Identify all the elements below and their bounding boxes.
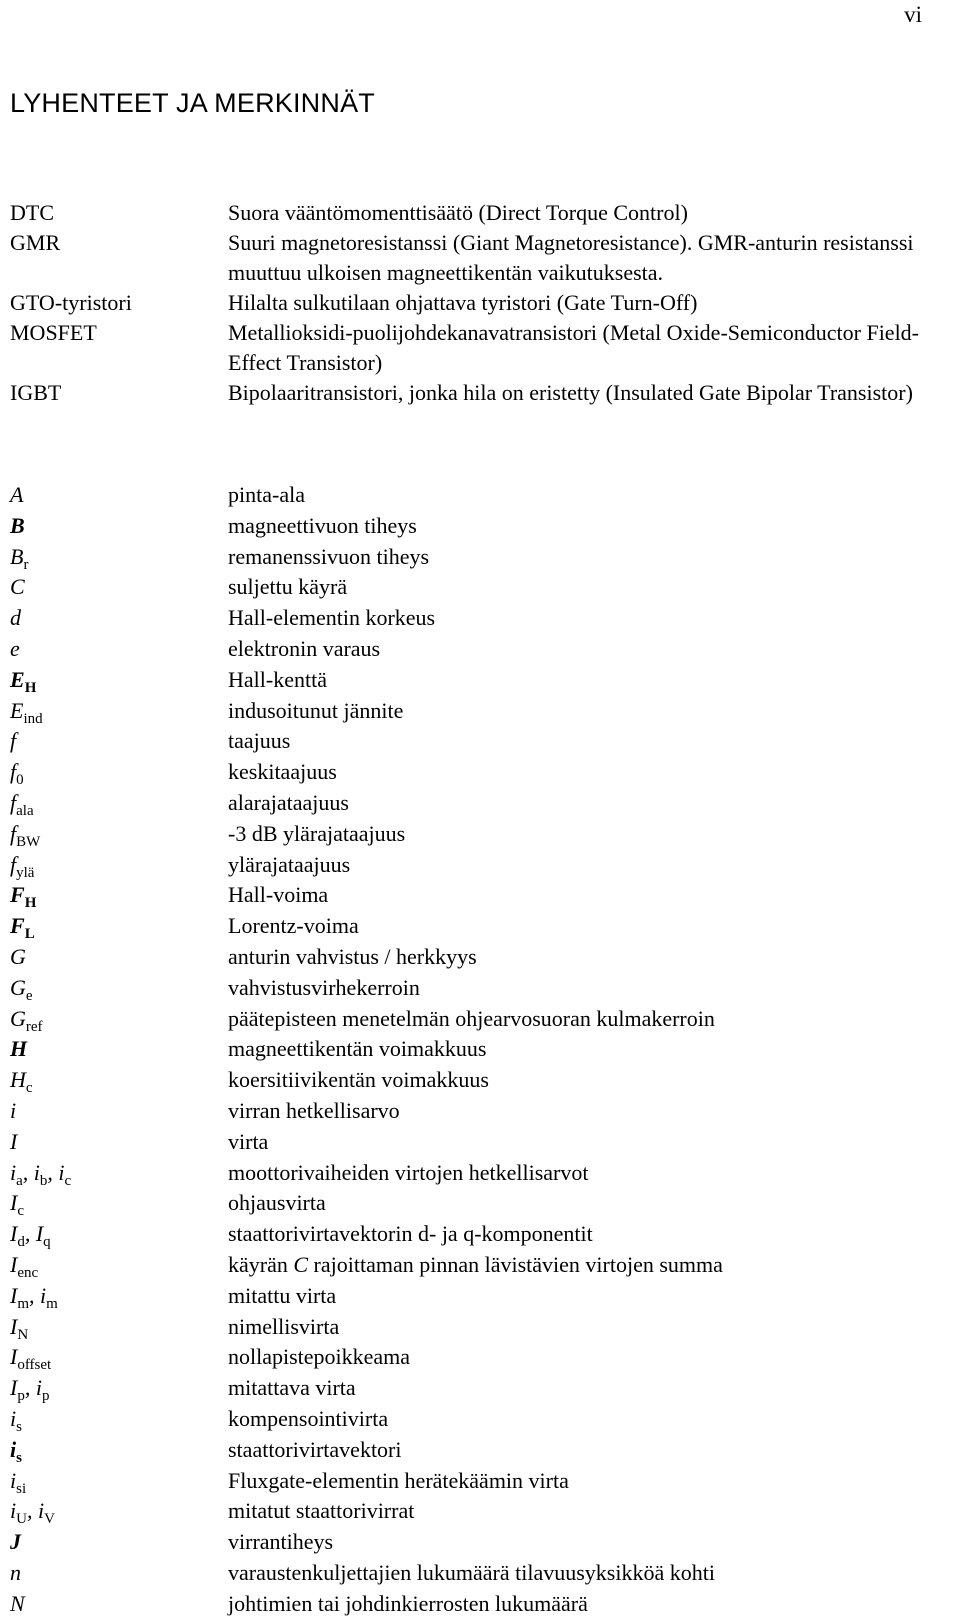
symbol-subscript: s <box>16 1449 22 1466</box>
symbol-row <box>10 1496 940 1527</box>
symbol-term <box>10 1527 228 1558</box>
symbol-subscript: c <box>25 1080 33 1097</box>
symbol-definition: virrantiheys <box>228 1529 334 1555</box>
symbol-term <box>10 542 228 573</box>
symbol-base: H <box>10 1036 28 1062</box>
abbreviation-definition: Suuri magnetoresistanssi (Giant Magnetoresistance). GMR-anturin resistanssi muuttuu ulkoisen magneettikentän vaikutuksesta. <box>228 230 914 285</box>
symbol-row <box>10 788 940 819</box>
symbol-definition: remanenssivuon tiheys <box>228 543 430 569</box>
symbol-row <box>10 511 940 542</box>
symbol-row <box>10 1527 940 1558</box>
symbol-term <box>10 1589 228 1620</box>
symbol-definition: nimellisvirta <box>228 1313 340 1339</box>
symbol-definition: ylärajataajuus <box>228 851 351 877</box>
symbol-term <box>10 480 228 511</box>
abbreviation-row <box>10 228 940 288</box>
symbol-subscript: ref <box>25 1018 43 1035</box>
abbreviation-list <box>10 198 940 408</box>
symbol-row <box>10 1065 940 1096</box>
definition-text: rajoittaman pinnan lävistävien virtojen summa <box>308 1251 723 1277</box>
symbol-definition: Hall-elementin korkeus <box>228 605 436 631</box>
symbol-subscript: r <box>23 556 29 573</box>
symbol-definition <box>228 1250 940 1281</box>
symbol-base: B <box>10 543 24 569</box>
page-title: LYHENTEET JA MERKINNÄT <box>10 88 375 118</box>
symbol-term <box>10 1004 228 1035</box>
symbol-definition: -3 dB ylärajataajuus <box>228 820 406 846</box>
symbol-term <box>10 788 228 819</box>
symbol-term <box>10 942 228 973</box>
symbol-term <box>10 634 228 665</box>
symbol-definition: johtimien tai johdinkierrosten lukumäärä <box>228 1590 588 1616</box>
symbol-subscript: d <box>17 1234 25 1251</box>
symbol-base: f <box>10 728 17 754</box>
symbol-subscript: q <box>43 1234 51 1251</box>
symbol-row <box>10 911 940 942</box>
symbol-term <box>10 572 228 603</box>
symbol-subscript: p <box>41 1388 50 1405</box>
symbol-base: I <box>10 1251 18 1277</box>
symbol-base: e <box>10 635 20 661</box>
symbol-base: C <box>10 574 25 600</box>
symbol-term <box>10 911 228 942</box>
symbol-base: A <box>10 482 24 507</box>
symbol-base: G <box>10 943 26 969</box>
symbol-definition: staattorivirtavektorin d- ja q-komponentit <box>228 1221 593 1247</box>
symbol-row <box>10 1034 940 1065</box>
symbol-term <box>10 665 228 696</box>
symbol-term <box>10 696 228 727</box>
definition-symbol: C <box>293 1251 309 1277</box>
symbol-subscript: L <box>24 926 35 943</box>
symbol-term <box>10 511 228 542</box>
symbol-base: i <box>40 1282 47 1308</box>
symbol-base: i <box>10 1467 17 1493</box>
symbol-term <box>10 1096 228 1127</box>
symbol-subscript: b <box>39 1172 48 1189</box>
symbol-term <box>10 1558 228 1589</box>
abbreviation-term: IGBT <box>10 380 62 405</box>
symbol-term <box>10 1127 228 1158</box>
symbol-row <box>10 850 940 881</box>
symbol-row <box>10 942 940 973</box>
symbol-base: i <box>10 1159 17 1185</box>
symbol-definition: moottorivaiheiden virtojen hetkellisarvot <box>228 1159 589 1185</box>
symbol-base: I <box>10 1190 18 1216</box>
symbol-row <box>10 1127 940 1158</box>
symbol-subscript: ylä <box>16 864 35 881</box>
symbol-definition: indusoitunut jännite <box>228 697 404 723</box>
abbreviation-row <box>10 288 940 318</box>
symbol-row <box>10 1250 940 1281</box>
abbreviation-row <box>10 318 940 378</box>
symbol-subscript: H <box>24 679 37 696</box>
symbol-definition: Lorentz-voima <box>228 913 359 939</box>
symbol-row <box>10 603 940 634</box>
symbol-definition: vahvistusvirhekerroin <box>228 974 420 1000</box>
abbreviation-definition: Hilalta sulkutilaan ohjattava tyristori (Gate Turn-Off) <box>228 290 698 315</box>
symbol-definition: päätepisteen menetelmän ohjearvosuoran kulmakerroin <box>228 1005 715 1031</box>
abbreviation-row <box>10 378 940 408</box>
symbol-subscript: m <box>17 1295 29 1312</box>
symbol-term <box>10 1034 228 1065</box>
symbol-term <box>10 1312 228 1343</box>
symbol-definition: varaustenkuljettajien lukumäärä tilavuusyksikköä kohti <box>228 1559 715 1585</box>
symbol-base: I <box>10 1344 18 1370</box>
symbol-row <box>10 696 940 727</box>
symbol-row <box>10 1558 940 1589</box>
symbol-row <box>10 880 940 911</box>
symbol-base: F <box>10 882 25 908</box>
symbol-base: f <box>10 759 17 785</box>
symbol-base: I <box>10 1128 18 1154</box>
symbol-definition: magneettivuon tiheys <box>228 512 417 538</box>
symbol-subscript: s <box>16 1418 22 1435</box>
symbol-definition: ohjausvirta <box>228 1190 326 1216</box>
symbol-definition: elektronin varaus <box>228 635 381 661</box>
symbol-term <box>10 1065 228 1096</box>
abbreviation-term: DTC <box>10 200 54 225</box>
symbol-definition: Hall-voima <box>228 882 329 908</box>
symbol-base: I <box>10 1313 18 1339</box>
symbol-base: F <box>10 913 25 939</box>
abbreviation-row <box>10 198 940 228</box>
symbol-subscript: e <box>25 987 33 1004</box>
symbol-subscript: BW <box>16 833 41 850</box>
symbol-base: I <box>10 1282 18 1308</box>
symbol-subscript: offset <box>17 1357 52 1374</box>
symbol-row <box>10 973 940 1004</box>
symbol-definition: alarajataajuus <box>228 789 349 815</box>
abbreviation-term: GTO-tyristori <box>10 290 132 315</box>
symbol-term <box>10 1188 228 1219</box>
definition-text: käyrän <box>228 1251 294 1277</box>
symbol-term: $I_d$, $I_q$ <box>10 1221 51 1251</box>
symbol-term <box>10 603 228 634</box>
symbol-definition: pinta-ala <box>228 482 305 507</box>
symbol-subscript: H <box>24 895 37 912</box>
symbol-term <box>10 1404 228 1435</box>
symbol-subscript: N <box>17 1326 29 1343</box>
symbol-term <box>10 1250 228 1281</box>
symbol-base: i <box>10 1405 17 1431</box>
symbol-definition: taajuus <box>228 728 291 754</box>
symbol-definition: keskitaajuus <box>228 759 337 785</box>
symbol-definition: virta <box>228 1128 269 1154</box>
symbol-subscript: p <box>17 1388 25 1405</box>
symbol-term <box>10 1435 228 1466</box>
symbol-base: I <box>10 1221 18 1247</box>
symbol-term <box>10 973 228 1004</box>
symbol-base: i <box>10 1498 17 1524</box>
symbol-base: i <box>35 1375 42 1401</box>
symbol-definition: staattorivirtavektori <box>228 1436 402 1462</box>
symbol-subscript: ala <box>16 802 34 819</box>
symbol-row <box>10 1096 940 1127</box>
symbol-term <box>10 1466 228 1497</box>
symbol-base: G <box>10 1005 26 1031</box>
abbreviation-definition: Metallioksidi-puolijohdekanavatransistori (Metal Oxide-Semiconductor Field-Effect Transistor) <box>228 320 920 375</box>
symbol-row <box>10 1373 940 1404</box>
symbol-definition: kompensointivirta <box>228 1405 389 1431</box>
symbol-base: i <box>10 1436 17 1462</box>
symbol-definition: Fluxgate-elementin herätekäämin virta <box>228 1467 569 1493</box>
symbol-base: n <box>10 1559 21 1585</box>
symbol-row <box>10 757 940 788</box>
symbol-definition: nollapistepoikkeama <box>228 1344 411 1370</box>
symbol-term <box>10 819 228 850</box>
page-number: vi <box>904 2 922 27</box>
symbol-row <box>10 634 940 665</box>
symbol-term <box>10 757 228 788</box>
symbol-subscript: ind <box>23 710 43 727</box>
symbol-subscript: U <box>16 1511 27 1528</box>
symbol-term: $I_m$, $i_m$ <box>10 1282 58 1312</box>
symbol-base: i <box>33 1159 40 1185</box>
symbol-subscript: enc <box>17 1264 39 1281</box>
symbol-row <box>10 480 940 511</box>
symbol-definition: anturin vahvistus / herkkyys <box>228 943 477 969</box>
symbol-row <box>10 1188 940 1219</box>
symbol-row <box>10 572 940 603</box>
symbol-term <box>10 1342 228 1373</box>
symbol-base: f <box>10 851 17 877</box>
symbol-row <box>10 1342 940 1373</box>
symbol-row <box>10 1281 940 1312</box>
symbol-definition: mitatut staattorivirrat <box>228 1498 415 1524</box>
symbol-base: B <box>10 512 25 538</box>
symbol-base: d <box>10 605 21 631</box>
symbol-definition: mitattu virta <box>228 1282 337 1308</box>
symbol-base: J <box>10 1529 21 1555</box>
symbol-term <box>10 726 228 757</box>
symbol-row <box>10 1404 940 1435</box>
symbol-definition: Hall-kenttä <box>228 666 327 692</box>
symbol-row <box>10 1158 940 1189</box>
symbol-row <box>10 1466 940 1497</box>
symbol-row <box>10 542 940 573</box>
symbol-subscript: m <box>46 1295 58 1312</box>
symbol-base: i <box>10 1097 17 1123</box>
symbol-row <box>10 1589 940 1620</box>
symbol-definition: magneettikentän voimakkuus <box>228 1036 487 1062</box>
symbol-row <box>10 665 940 696</box>
symbol-subscript: 0 <box>16 772 24 789</box>
symbol-subscript: V <box>44 1511 55 1528</box>
symbol-base: H <box>10 1067 26 1093</box>
symbol-row <box>10 1435 940 1466</box>
symbol-base: i <box>37 1498 45 1524</box>
symbol-term <box>10 850 228 881</box>
symbol-base: i <box>58 1159 65 1185</box>
abbreviation-definition: Suora vääntömomenttisäätö (Direct Torque Control) <box>228 200 688 225</box>
symbol-base: G <box>10 974 26 1000</box>
symbol-definition: suljettu käyrä <box>228 574 348 600</box>
symbol-definition: koersitiivikentän voimakkuus <box>228 1067 489 1093</box>
symbol-base: I <box>10 1375 18 1401</box>
symbol-subscript: si <box>16 1480 27 1497</box>
symbol-term <box>10 880 228 911</box>
symbol-definition: mitattava virta <box>228 1375 356 1401</box>
symbol-subscript: a <box>16 1172 23 1189</box>
symbol-row <box>10 819 940 850</box>
symbol-row <box>10 1004 940 1035</box>
symbol-list <box>10 480 940 1619</box>
symbol-row <box>10 1219 940 1250</box>
symbol-base: E <box>10 666 25 692</box>
symbol-row <box>10 1312 940 1343</box>
symbol-base: E <box>10 697 24 723</box>
symbol-base: f <box>10 820 17 846</box>
symbol-term: $I_p$, $i_p$ <box>10 1375 50 1405</box>
symbol-definition: virran hetkellisarvo <box>228 1097 400 1123</box>
symbol-base: I <box>35 1221 44 1247</box>
symbol-subscript: c <box>64 1172 72 1189</box>
symbol-base: N <box>10 1590 25 1616</box>
symbol-base: f <box>10 789 17 815</box>
abbreviation-term: MOSFET <box>10 320 97 345</box>
abbreviation-term: GMR <box>10 230 61 255</box>
symbol-term: $i_a$, $i_b$, $i_c$ <box>10 1159 72 1189</box>
symbol-row <box>10 726 940 757</box>
abbreviation-definition: Bipolaaritransistori, jonka hila on eristetty (Insulated Gate Bipolar Transistor) <box>228 380 913 405</box>
symbol-term: $i_U$, $i_V$ <box>10 1498 55 1528</box>
symbol-subscript: c <box>17 1203 24 1220</box>
